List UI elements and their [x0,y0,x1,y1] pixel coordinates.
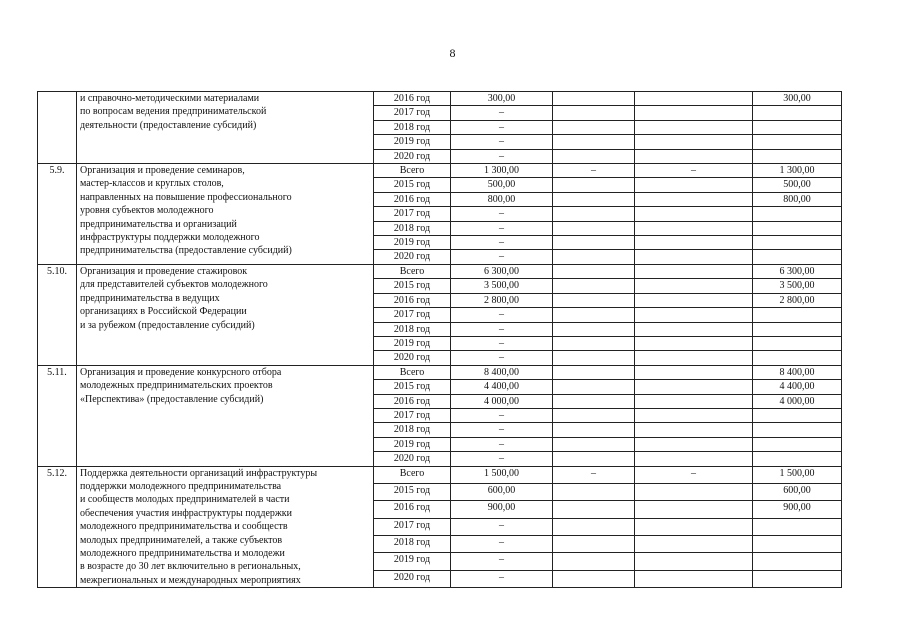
item-number: 5.12. [38,466,77,588]
regional-value [635,501,753,518]
other-value [753,437,842,451]
regional-value [635,570,753,587]
total-value: 1 500,00 [451,466,553,483]
year-label: 2019 год [374,236,451,250]
total-value: 3 500,00 [451,279,553,293]
federal-value [553,408,635,422]
year-label: 2015 год [374,380,451,394]
other-value: 4 400,00 [753,380,842,394]
federal-value [553,336,635,350]
regional-value [635,408,753,422]
regional-value [635,192,753,206]
description-line: Поддержка деятельности организаций инфраструктуры [80,467,318,479]
table-row [38,264,842,278]
total-value: – [451,149,553,163]
federal-value [553,423,635,437]
description-line: и справочно-методическими материалами [80,93,260,104]
regional-value [635,207,753,221]
other-value: 6 300,00 [753,264,842,278]
other-value [753,408,842,422]
total-value: – [451,351,553,365]
federal-value [553,264,635,278]
total-value: – [451,120,553,134]
year-label: Всего [374,164,451,178]
year-label: 2019 год [374,553,451,570]
other-value: 2 800,00 [753,293,842,307]
total-value: 6 300,00 [451,264,553,278]
table-row [38,365,842,379]
table-row [38,164,842,178]
federal-value [553,135,635,149]
year-label: 2017 год [374,106,451,120]
total-value: 300,00 [451,92,553,106]
regional-value [635,106,753,120]
federal-value [553,308,635,322]
regional-value [635,178,753,192]
year-label: 2016 год [374,192,451,206]
regional-value [635,250,753,264]
year-label: 2020 год [374,351,451,365]
item-description [77,92,374,164]
description-line: Организация и проведение конкурсного отбора [80,366,282,378]
regional-value: – [635,164,753,178]
total-value: – [451,250,553,264]
federal-value [553,322,635,336]
total-value: – [451,135,553,149]
other-value [753,135,842,149]
item-description [77,164,374,265]
total-value: 4 000,00 [451,394,553,408]
federal-value [553,501,635,518]
total-value: 2 800,00 [451,293,553,307]
item-number: 5.10. [38,264,77,365]
other-value [753,308,842,322]
regional-value [635,518,753,535]
other-value: 900,00 [753,501,842,518]
table-row [38,466,842,483]
other-value [753,518,842,535]
total-value: 8 400,00 [451,365,553,379]
regional-value [635,293,753,307]
total-value: 900,00 [451,501,553,518]
year-label: 2018 год [374,322,451,336]
description-line: обеспечения участия инфраструктуры поддержки [80,507,293,519]
total-value: – [451,423,553,437]
description-line: мастер-классов и круглых столов, [80,178,224,190]
description-line: Организация и проведение семинаров, [80,165,245,177]
description-line: в возрасте до 30 лет включительно в региональных, [80,561,301,573]
description-line: направленных на повышение профессионального [80,191,292,203]
federal-value [553,380,635,394]
item-description [77,466,374,588]
federal-value [553,518,635,535]
year-label: 2016 год [374,501,451,518]
federal-value [553,570,635,587]
federal-value [553,394,635,408]
regional-value [635,336,753,350]
federal-value [553,221,635,235]
federal-value [553,207,635,221]
year-label: 2018 год [374,423,451,437]
other-value: 1 500,00 [753,466,842,483]
other-value: 800,00 [753,192,842,206]
other-value [753,149,842,163]
item-description [77,264,374,365]
description-line: «Перспектива» (предоставление субсидий) [80,393,264,405]
other-value [753,106,842,120]
federal-value [553,250,635,264]
description-line: уровня субъектов молодежного [80,205,214,217]
federal-value [553,553,635,570]
federal-value: – [553,164,635,178]
total-value: – [451,408,553,422]
total-value: 1 300,00 [451,164,553,178]
federal-value [553,437,635,451]
description-line: Организация и проведение стажировок [80,265,248,277]
total-value: – [451,452,553,466]
description-line: и сообществ молодых предпринимателей в части [80,494,290,506]
other-value [753,336,842,350]
description-line: предпринимательства (предоставление субсидий) [80,245,292,257]
federal-value [553,293,635,307]
regional-value [635,120,753,134]
year-label: 2015 год [374,483,451,500]
total-value: – [451,207,553,221]
federal-value [553,279,635,293]
year-label: 2017 год [374,518,451,535]
regional-value [635,394,753,408]
year-label: 2017 год [374,308,451,322]
federal-value [553,365,635,379]
other-value [753,452,842,466]
regional-value [635,483,753,500]
year-label: 2017 год [374,207,451,221]
regional-value [635,279,753,293]
description-line: молодежного предпринимательства и молодежи [80,548,285,559]
year-label: 2020 год [374,250,451,264]
regional-value [635,553,753,570]
federal-value [553,178,635,192]
regional-value [635,135,753,149]
year-label: 2020 год [374,452,451,466]
year-label: 2018 год [374,536,451,553]
year-label: 2020 год [374,570,451,587]
year-label: 2019 год [374,135,451,149]
description-line: по вопросам ведения предпринимательской [80,106,267,118]
year-label: Всего [374,365,451,379]
other-value: 4 000,00 [753,394,842,408]
other-value: 500,00 [753,178,842,192]
other-value [753,351,842,365]
regional-value [635,236,753,250]
federal-value [553,452,635,466]
year-label: 2017 год [374,408,451,422]
regional-value [635,365,753,379]
year-label: Всего [374,466,451,483]
year-label: 2018 год [374,221,451,235]
description-line: молодежного предпринимательства и сообществ [80,521,288,533]
other-value [753,553,842,570]
year-label: 2016 год [374,394,451,408]
regional-value [635,536,753,553]
description-line: поддержки молодежного предпринимательства [80,480,282,492]
total-value: – [451,106,553,120]
regional-value [635,322,753,336]
year-label: 2015 год [374,178,451,192]
description-line: организациях в Российской Федерации [80,306,247,318]
other-value: 600,00 [753,483,842,500]
federal-value [553,483,635,500]
federal-value [553,351,635,365]
total-value: – [451,308,553,322]
other-value [753,322,842,336]
regional-value [635,423,753,437]
description-line: межрегиональных и международных мероприятиях [80,574,301,586]
other-value [753,250,842,264]
total-value: – [451,236,553,250]
description-line: деятельности (предоставление субсидий) [80,119,257,131]
total-value: – [451,322,553,336]
program-activities-table [37,91,842,588]
total-value: 800,00 [451,192,553,206]
total-value: – [451,553,553,570]
regional-value: – [635,466,753,483]
year-label: 2020 год [374,149,451,163]
total-value: – [451,336,553,350]
regional-value [635,380,753,394]
other-value [753,120,842,134]
description-line: молодых предпринимателей, а также субъектов [80,534,283,546]
federal-value [553,149,635,163]
total-value: 600,00 [451,483,553,500]
regional-value [635,452,753,466]
item-number: 5.9. [38,164,77,265]
federal-value [553,106,635,120]
description-line: предпринимательства и организаций [80,218,237,230]
total-value: 4 400,00 [451,380,553,394]
year-label: 2016 год [374,92,451,106]
other-value: 3 500,00 [753,279,842,293]
year-label: 2016 год [374,293,451,307]
federal-value [553,92,635,106]
description-line: для представителей субъектов молодежного [80,279,268,291]
federal-value: – [553,466,635,483]
federal-value [553,120,635,134]
regional-value [635,437,753,451]
other-value: 8 400,00 [753,365,842,379]
year-label: 2019 год [374,336,451,350]
table-row [38,92,842,106]
federal-value [553,192,635,206]
other-value [753,423,842,437]
description-line: и за рубежом (предоставление субсидий) [80,319,255,331]
federal-value [553,236,635,250]
total-value: – [451,570,553,587]
year-label: 2018 год [374,120,451,134]
regional-value [635,221,753,235]
regional-value [635,149,753,163]
regional-value [635,351,753,365]
item-description [77,365,374,466]
regional-value [635,264,753,278]
item-number: 5.11. [38,365,77,466]
other-value [753,236,842,250]
other-value [753,570,842,587]
other-value [753,536,842,553]
year-label: 2019 год [374,437,451,451]
regional-value [635,308,753,322]
total-value: – [451,437,553,451]
description-line: предпринимательства в ведущих [80,292,220,304]
description-line: инфраструктуры поддержки молодежного [80,232,260,244]
total-value: – [451,221,553,235]
other-value: 300,00 [753,92,842,106]
total-value: 500,00 [451,178,553,192]
other-value [753,207,842,221]
total-value: – [451,536,553,553]
year-label: Всего [374,264,451,278]
total-value: – [451,518,553,535]
year-label: 2015 год [374,279,451,293]
description-line: молодежных предпринимательских проектов [80,380,273,392]
table-body [38,92,842,588]
federal-value [553,536,635,553]
page-number: 8 [449,46,456,60]
other-value: 1 300,00 [753,164,842,178]
other-value [753,221,842,235]
item-number [38,92,77,164]
regional-value [635,92,753,106]
